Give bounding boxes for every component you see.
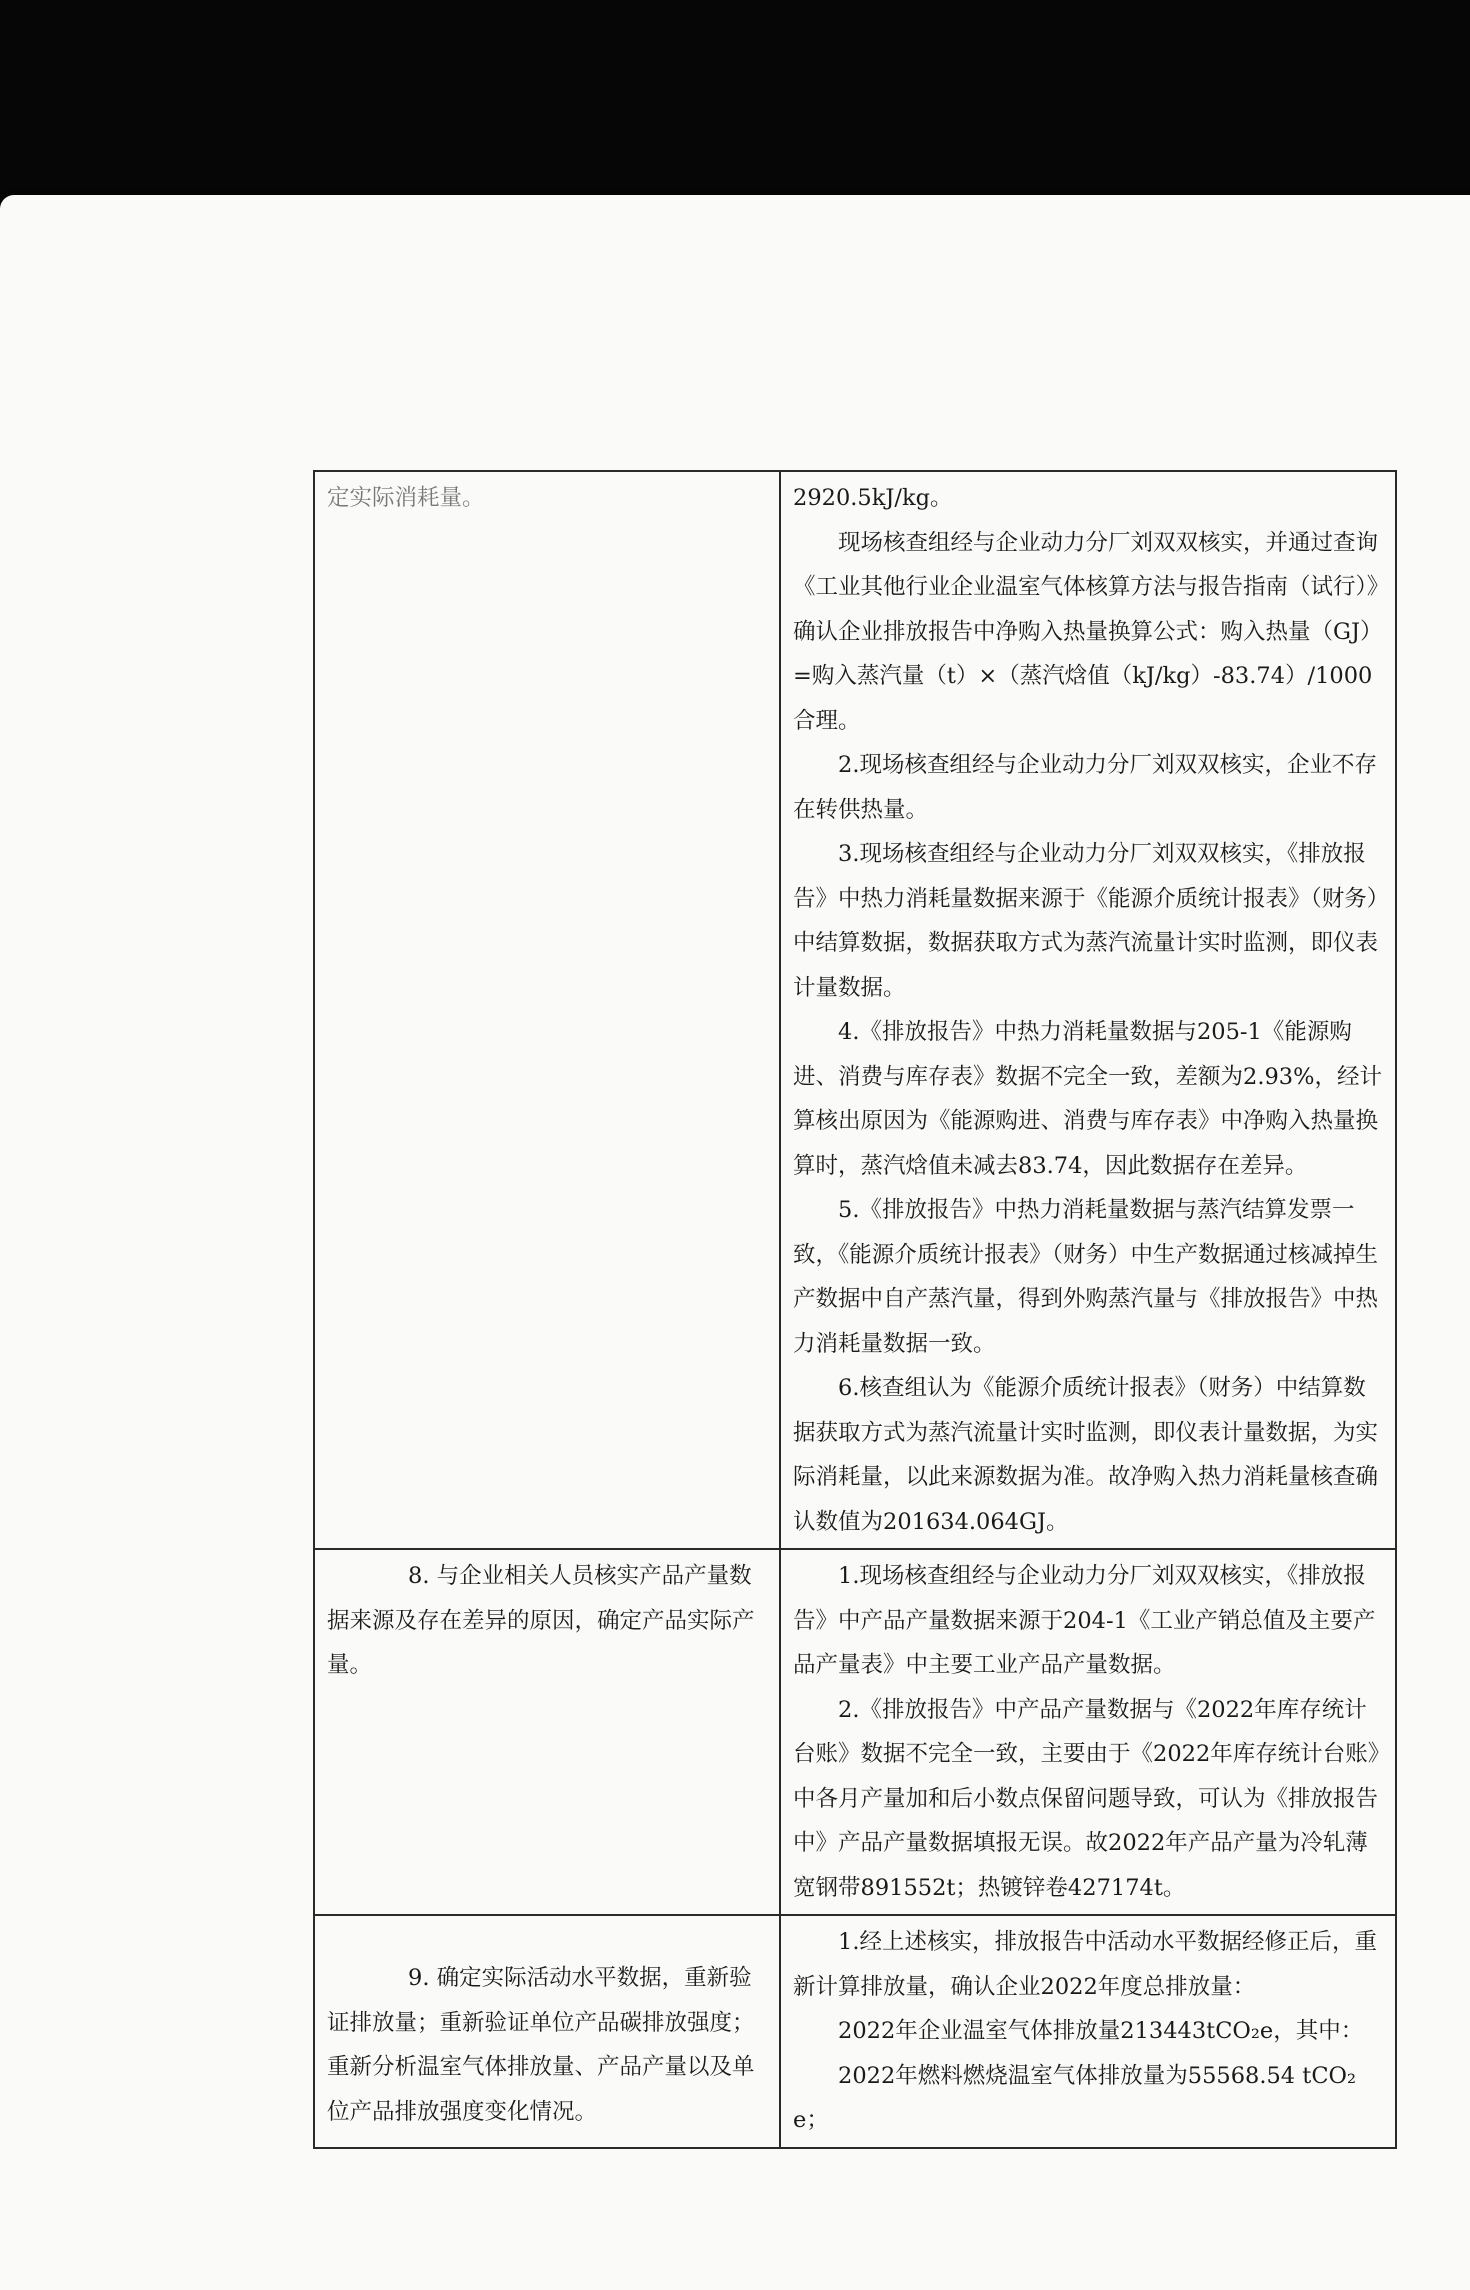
- table-row: [314, 1915, 1396, 2148]
- table-row: [314, 1549, 1396, 1915]
- cell-paragraph: 3.现场核查组经与企业动力分厂刘双双核实，《排放报告》中热力消耗量数据来源于《能源介质统计报表》（财务）中结算数据，数据获取方式为蒸汽流量计实时监测，即仪表计量数据。: [793, 841, 1379, 1001]
- cell-paragraph: 2920.5kJ/kg。: [793, 485, 953, 511]
- cell-paragraph: 2022年企业温室气体排放量213443tCO₂e，其中：: [838, 2018, 1364, 2044]
- cell-paragraph: 1.现场核查组经与企业动力分厂刘双双核实，《排放报告》中产品产量数据来源于204-1《工业产销总值及主要产品产量表》中主要工业产品产量数据。: [793, 1563, 1376, 1678]
- cell-text: 8. 与企业相关人员核实产品产量数据来源及存在差异的原因，确定产品实际产量。: [327, 1563, 755, 1678]
- cell-text: 定实际消耗量。: [327, 485, 485, 511]
- table-cell-item: [314, 1549, 780, 1915]
- table-cell-item: [314, 1915, 780, 2148]
- cell-paragraph: 现场核查组经与企业动力分厂刘双双核实，并通过查询《工业其他行业企业温室气体核算方法与报告指南（试行）》确认企业排放报告中净购入热量换算公式：购入热量（GJ）=购入蒸汽量（t）×（蒸汽焓值（kJ/kg）-83.74）/1000合理。: [793, 529, 1383, 734]
- cell-text: 9. 确定实际活动水平数据，重新验证排放量；重新验证单位产品碳排放强度；重新分析温室气体排放量、产品产量以及单位产品排放强度变化情况。: [327, 1965, 755, 2125]
- verification-table: [313, 470, 1397, 2149]
- table-cell-result: [780, 1915, 1396, 2148]
- cell-paragraph: 5.《排放报告》中热力消耗量数据与蒸汽结算发票一致，《能源介质统计报表》（财务）中生产数据通过核减掉生产数据中自产蒸汽量，得到外购蒸汽量与《排放报告》中热力消耗量数据一致。: [793, 1197, 1379, 1357]
- scan-dark-border: [0, 0, 1470, 210]
- cell-paragraph: 2.现场核查组经与企业动力分厂刘双双核实，企业不存在转供热量。: [793, 752, 1377, 823]
- cell-paragraph: 1.经上述核实，排放报告中活动水平数据经修正后，重新计算排放量，确认企业2022年度总排放量：: [793, 1929, 1377, 2000]
- cell-paragraph: 2.《排放报告》中产品产量数据与《2022年库存统计台账》数据不完全一致，主要由于《2022年库存统计台账》中各月产量加和后小数点保留问题导致，可认为《排放报告中》产品产量数据填报无误。故2022年产品产量为冷轧薄宽钢带891552t；热镀锌卷427174t。: [793, 1696, 1380, 1901]
- table-cell-result: [780, 471, 1396, 1549]
- table-cell-result: [780, 1549, 1396, 1915]
- cell-paragraph: 4.《排放报告》中热力消耗量数据与205-1《能源购进、消费与库存表》数据不完全一致，差额为2.93%，经计算核出原因为《能源购进、消费与库存表》中净购入热量换算时，蒸汽焓值未减去83.74，因此数据存在差异。: [793, 1019, 1382, 1179]
- table-cell-item: [314, 471, 780, 1549]
- cell-paragraph: 6.核查组认为《能源介质统计报表》（财务）中结算数据获取方式为蒸汽流量计实时监测，即仪表计量数据，为实际消耗量，以此来源数据为准。故净购入热力消耗量核查确认数值为201634.064GJ。: [793, 1375, 1379, 1535]
- cell-paragraph: 2022年燃料燃烧温室气体排放量为55568.54 tCO₂e；: [793, 2062, 1356, 2133]
- table-row: [314, 471, 1396, 1549]
